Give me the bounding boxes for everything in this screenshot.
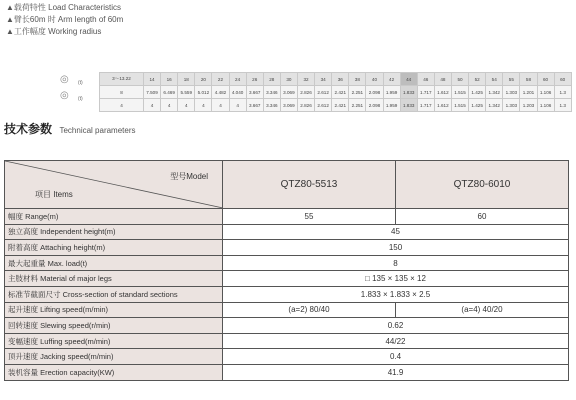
load-cell: 48 xyxy=(434,73,451,86)
spec-header-row xyxy=(5,161,569,209)
load-cell: 3.667 xyxy=(246,99,263,112)
load-cell: 5.012 xyxy=(195,86,212,99)
load-cell: 3.346 xyxy=(263,99,280,112)
load-data-row xyxy=(100,99,572,112)
load-cell: 6.469 xyxy=(161,86,178,99)
load-cell: 3.667 xyxy=(246,86,263,99)
spec-label: 最大起重量 Max. load(t) xyxy=(5,255,223,271)
load-cell: 1.959 xyxy=(383,99,400,112)
spec-label: 顶升速度 Jacking speed(m/min) xyxy=(5,349,223,365)
load-cell: 1.612 xyxy=(434,99,451,112)
spec-value: □ 135 × 135 × 12 xyxy=(223,271,569,287)
load-cell: 4 xyxy=(161,99,178,112)
load-cell: 50 xyxy=(451,73,468,86)
load-data-row xyxy=(100,86,572,99)
load-cell: 1.3 xyxy=(554,99,571,112)
load-cell: 30 xyxy=(280,73,297,86)
spec-value: (a=2) 80/40 xyxy=(223,302,396,318)
load-table xyxy=(99,72,572,112)
load-cell: 40 xyxy=(366,73,383,86)
spec-row xyxy=(5,318,569,334)
load-cell: 4 xyxy=(212,99,229,112)
spec-value: 150 xyxy=(223,240,569,256)
spec-row xyxy=(5,209,569,225)
working-radius-note: ▲工作幅度 Working radius xyxy=(6,27,102,36)
load-cell: 52 xyxy=(469,73,486,86)
spec-row xyxy=(5,240,569,256)
technical-title-en: Technical parameters xyxy=(59,126,136,135)
spec-row xyxy=(5,224,569,240)
load-characteristics-notes xyxy=(6,2,123,38)
model-name: QTZ80-5513 xyxy=(223,161,396,209)
load-cell: 3.069 xyxy=(280,99,297,112)
load-cell: 1.425 xyxy=(469,99,486,112)
load-cell: 1.303 xyxy=(503,99,520,112)
spec-label: 起升速度 Lifting speed(m/min) xyxy=(5,302,223,318)
load-header-row xyxy=(100,73,572,86)
spec-label: 变幅速度 Luffing speed(m/min) xyxy=(5,333,223,349)
load-cell: 2.421 xyxy=(332,99,349,112)
load-unit: (t) xyxy=(78,96,83,102)
load-cell: 60 xyxy=(554,73,571,86)
load-cell: 55 xyxy=(503,73,520,86)
spec-value: 45 xyxy=(223,224,569,240)
load-cell: 2.421 xyxy=(332,86,349,99)
header-model-label: 型号Model xyxy=(170,172,208,181)
load-cell: 4 xyxy=(100,99,144,112)
spec-label: 标准节截面尺寸 Cross-section of standard sections xyxy=(5,286,223,302)
load-cell: 54 xyxy=(486,73,503,86)
load-symbol-icon: ◎ xyxy=(60,90,69,101)
load-cell: 2.826 xyxy=(297,99,314,112)
load-cell: 18 xyxy=(178,73,195,86)
spec-label: 装机容量 Erection capacity(KW) xyxy=(5,364,223,380)
load-symbol-icon: ◎ xyxy=(60,74,69,85)
load-cell: 26 xyxy=(246,73,263,86)
load-cell: 1.106 xyxy=(537,99,554,112)
model-name: QTZ80-6010 xyxy=(396,161,569,209)
load-cell: 2.612 xyxy=(315,99,332,112)
spec-row xyxy=(5,271,569,287)
load-cell: 1.201 xyxy=(520,86,537,99)
load-cell: 4 xyxy=(229,99,246,112)
technical-parameters-heading xyxy=(4,120,136,138)
spec-corner-cell xyxy=(5,161,223,209)
spec-value: (a=4) 40/20 xyxy=(396,302,569,318)
spec-row xyxy=(5,286,569,302)
load-cell: 2.612 xyxy=(315,86,332,99)
load-cell: 60 xyxy=(537,73,554,86)
load-cell: 20 xyxy=(195,73,212,86)
spec-value: 55 xyxy=(223,209,396,225)
load-characteristics-title: ▲载荷特性 Load Characteristics xyxy=(6,3,122,12)
load-cell: 14 xyxy=(144,73,161,86)
spec-table xyxy=(4,160,569,381)
load-cell: 2.826 xyxy=(297,86,314,99)
spec-row xyxy=(5,364,569,380)
load-cell: 1.106 xyxy=(537,86,554,99)
load-cell: 5.559 xyxy=(178,86,195,99)
arm-length-note: ▲臂长60m 时 Arm length of 60m xyxy=(6,15,124,24)
diagonal-divider xyxy=(5,161,223,208)
load-cell: 46 xyxy=(417,73,434,86)
load-cell: 1.303 xyxy=(503,86,520,99)
load-cell: 4 xyxy=(144,99,161,112)
load-cell: 2.098 xyxy=(366,99,383,112)
load-cell: 1.203 xyxy=(520,99,537,112)
load-cell: 1.833 xyxy=(400,99,417,112)
load-cell: 3.069 xyxy=(280,86,297,99)
load-cell: 3～13.22 xyxy=(100,73,144,86)
load-cell: 1.515 xyxy=(451,99,468,112)
spec-row xyxy=(5,349,569,365)
spec-value: 0.4 xyxy=(223,349,569,365)
load-cell: 1.515 xyxy=(451,86,468,99)
load-cell: 1.425 xyxy=(469,86,486,99)
load-cell: 42 xyxy=(383,73,400,86)
spec-value: 0.62 xyxy=(223,318,569,334)
spec-value: 1.833 × 1.833 × 2.5 xyxy=(223,286,569,302)
load-cell: 4.482 xyxy=(212,86,229,99)
load-cell: 1.612 xyxy=(434,86,451,99)
load-cell: 4.040 xyxy=(229,86,246,99)
load-cell: 3.346 xyxy=(263,86,280,99)
load-cell: 4 xyxy=(195,99,212,112)
load-cell: 58 xyxy=(520,73,537,86)
spec-row xyxy=(5,302,569,318)
load-cell: 24 xyxy=(229,73,246,86)
spec-label: 附着高度 Attaching height(m) xyxy=(5,240,223,256)
load-cell: 32 xyxy=(297,73,314,86)
spec-value: 44/22 xyxy=(223,333,569,349)
load-cell: 1.833 xyxy=(400,86,417,99)
load-cell: 38 xyxy=(349,73,366,86)
technical-title-cn: 技术参数 xyxy=(4,122,53,136)
load-cell: 1.3 xyxy=(554,86,571,99)
load-cell: 2.251 xyxy=(349,99,366,112)
load-cell: 8 xyxy=(100,86,144,99)
spec-label: 幅度 Range(m) xyxy=(5,209,223,225)
load-cell: 4 xyxy=(178,99,195,112)
load-cell: 16 xyxy=(161,73,178,86)
load-cell: 1.342 xyxy=(486,86,503,99)
spec-row xyxy=(5,255,569,271)
load-cell: 1.959 xyxy=(383,86,400,99)
load-unit: (t) xyxy=(78,80,83,86)
spec-label: 回转速度 Slewing speed(r/min) xyxy=(5,318,223,334)
load-cell: 2.251 xyxy=(349,86,366,99)
spec-value: 8 xyxy=(223,255,569,271)
load-cell: 44 xyxy=(400,73,417,86)
spec-label: 主肢材料 Material of major legs xyxy=(5,271,223,287)
load-cell: 1.342 xyxy=(486,99,503,112)
load-cell: 22 xyxy=(212,73,229,86)
load-cell: 2.098 xyxy=(366,86,383,99)
header-items-label: 项目 Items xyxy=(35,190,73,199)
load-cell: 28 xyxy=(263,73,280,86)
spec-value: 60 xyxy=(396,209,569,225)
spec-value: 41.9 xyxy=(223,364,569,380)
load-cell: 1.717 xyxy=(417,86,434,99)
spec-label: 独立高度 Independent height(m) xyxy=(5,224,223,240)
load-cell: 34 xyxy=(315,73,332,86)
load-cell: 36 xyxy=(332,73,349,86)
load-cell: 7.509 xyxy=(144,86,161,99)
spec-row xyxy=(5,333,569,349)
load-cell: 1.717 xyxy=(417,99,434,112)
